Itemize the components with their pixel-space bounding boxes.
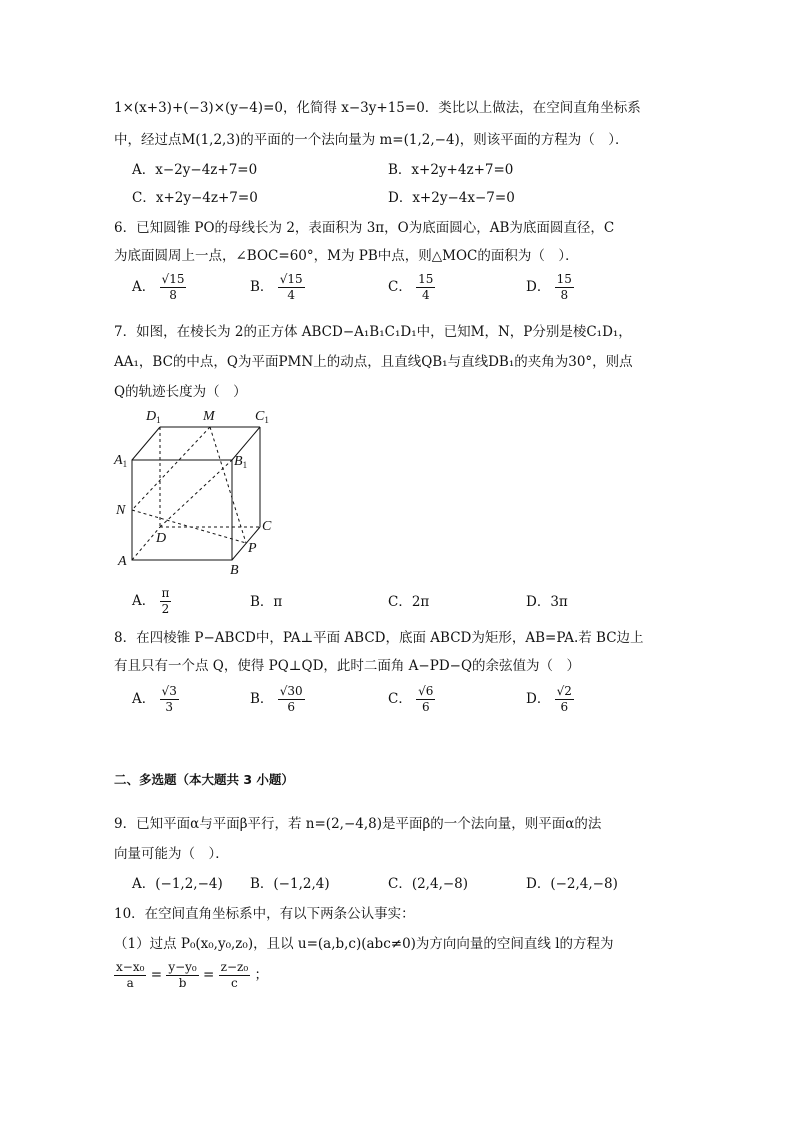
q8-option-a-fraction bbox=[160, 684, 179, 715]
q7-option-a bbox=[132, 586, 171, 617]
q8-option-a-den: 3 bbox=[165, 700, 173, 714]
q6-option-b-den: 4 bbox=[287, 288, 295, 302]
q8-option-a-label: A． bbox=[132, 691, 156, 707]
q7-option-c bbox=[388, 590, 429, 610]
q10-line-equation bbox=[114, 960, 268, 991]
section-heading-multiple-choice: 二、多选题（本大题共 3 小题） bbox=[114, 772, 294, 787]
q10-equals-1: = bbox=[150, 967, 163, 983]
q9-line1: 9．已知平面α与平面β平行，若 n=(2,−4,8)是平面β的一个法向量，则平面α的法 bbox=[114, 816, 602, 832]
q9-option-c: C．(2,4,−8) bbox=[388, 876, 469, 892]
q8-option-a bbox=[132, 684, 179, 715]
q8-option-c-label: C． bbox=[388, 691, 412, 707]
q8-option-b-num: √30 bbox=[279, 684, 303, 698]
q7-option-a-den: 2 bbox=[161, 602, 170, 616]
q6-option-c-fraction bbox=[416, 272, 435, 303]
q8-option-b-fraction bbox=[278, 684, 305, 715]
q5-line2: 中，经过点M(1,2,3)的平面的一个法向量为 m=(1,2,−4)，则该平面的方程为（ ）． bbox=[114, 132, 629, 148]
q10-fraction-z bbox=[219, 960, 251, 991]
q6-option-b-label: B． bbox=[250, 279, 274, 295]
q6-option-a-den: 8 bbox=[169, 288, 177, 302]
q7-option-d-label: D． bbox=[526, 594, 551, 610]
q7-line1: 7．如图，在棱长为 2的正方体 ABCD−A₁B₁C₁D₁中，已知M，N，P分别是棱C₁D₁， bbox=[114, 324, 632, 340]
q6-option-d-label: D． bbox=[526, 279, 551, 295]
q10-equals-2: = bbox=[203, 967, 215, 983]
label-b1: $B_1$ bbox=[234, 454, 248, 470]
q6-option-d bbox=[526, 272, 574, 303]
edge-a1d1 bbox=[132, 427, 160, 460]
q9-option-b: B．(−1,2,4) bbox=[250, 876, 330, 892]
label-d: D bbox=[156, 531, 167, 546]
q6-option-c-label: C． bbox=[388, 279, 412, 295]
line-mn bbox=[132, 427, 210, 510]
q6-option-b-num: √15 bbox=[279, 272, 303, 286]
q10-fraction-x-num: x−x₀ bbox=[116, 960, 145, 974]
q7-option-c-text: 2π bbox=[411, 594, 430, 610]
q8-option-d-label: D． bbox=[526, 691, 551, 707]
q10-fraction-y-num: y−y₀ bbox=[168, 960, 197, 974]
q10-fraction-y-den: b bbox=[178, 976, 187, 990]
q10-fraction-y bbox=[166, 960, 198, 991]
cube-figure bbox=[110, 402, 280, 577]
q8-option-a-num: √3 bbox=[161, 684, 177, 698]
q8-line1: 8．在四棱锥 P−ABCD中，PA⊥平面 ABCD，底面 ABCD为矩形，AB=PA.若 BC边上 bbox=[114, 630, 644, 646]
q8-option-b bbox=[250, 684, 305, 715]
q8-line2: 有且只有一个点 Q，使得 PQ⊥QD，此时二面角 A−PD−Q的余弦值为（ ） bbox=[114, 658, 581, 674]
q8-option-b-label: B． bbox=[250, 691, 274, 707]
label-c1: $C_1$ bbox=[255, 409, 269, 425]
q10-fraction-x-den: a bbox=[126, 976, 134, 990]
label-c: C bbox=[262, 519, 272, 534]
q8-option-c-num: √6 bbox=[418, 684, 434, 698]
q8-option-d-den: 6 bbox=[560, 700, 569, 714]
label-a1: $A_1$ bbox=[114, 453, 128, 469]
label-n: N bbox=[116, 503, 126, 518]
q10-fraction-z-num: z−z₀ bbox=[220, 960, 249, 974]
q7-option-b-text: π bbox=[273, 594, 283, 610]
label-p: P bbox=[248, 541, 257, 556]
q5-option-a: A．x−2y−4z+7=0 bbox=[132, 162, 258, 178]
q5-option-d: D．x+2y−4x−7=0 bbox=[388, 190, 515, 206]
q10-line2: （1）过点 P₀(x₀,y₀,z₀)，且以 u=(a,b,c)(abc≠0)为方向向量的空间直线 l的方程为 bbox=[114, 936, 614, 952]
q8-option-d-fraction bbox=[555, 684, 574, 715]
q10-fraction-z-den: c bbox=[231, 976, 238, 990]
q7-option-c-label: C． bbox=[388, 594, 412, 610]
q7-option-b bbox=[250, 590, 282, 610]
line-mp bbox=[210, 427, 246, 543]
cube-front-face bbox=[132, 460, 232, 560]
label-a: A bbox=[118, 554, 127, 569]
q8-option-b-den: 6 bbox=[287, 700, 295, 714]
q7-line2: AA₁，BC的中点，Q为平面PMN上的动点，且直线QB₁与直线DB₁的夹角为30°，则点 bbox=[114, 354, 633, 370]
line-db1 bbox=[160, 460, 232, 527]
q6-option-a-fraction bbox=[160, 272, 187, 303]
q7-option-d bbox=[526, 590, 568, 610]
q6-line2: 为底面圆周上一点，∠BOC=60°，M为 PB中点，则△MOC的面积为（ ）． bbox=[114, 248, 579, 264]
q10-fraction-x bbox=[114, 960, 146, 991]
q8-option-c-den: 6 bbox=[421, 700, 430, 714]
q5-option-c: C．x+2y−4z+7=0 bbox=[132, 190, 258, 206]
q6-option-a-label: A． bbox=[132, 279, 156, 295]
q6-option-d-den: 8 bbox=[560, 288, 569, 302]
q9-option-d: D．(−2,4,−8) bbox=[526, 876, 618, 892]
label-d1: $D_1$ bbox=[146, 409, 161, 425]
q6-option-b-fraction bbox=[278, 272, 305, 303]
q7-option-a-num: π bbox=[161, 586, 170, 600]
q6-option-a-num: √15 bbox=[161, 272, 185, 286]
q6-option-c-num: 15 bbox=[418, 272, 434, 286]
q6-option-d-fraction bbox=[555, 272, 574, 303]
q7-option-a-fraction bbox=[160, 586, 172, 617]
q7-option-a-label: A． bbox=[132, 593, 156, 609]
q10-semicolon: ； bbox=[254, 967, 268, 983]
q6-option-b bbox=[250, 272, 305, 303]
q6-option-c-den: 4 bbox=[421, 288, 430, 302]
label-b: B bbox=[230, 563, 239, 577]
q9-line2: 向量可能为（ ）． bbox=[114, 846, 229, 862]
label-m: M bbox=[203, 409, 215, 424]
q10-line1: 10．在空间直角坐标系中，有以下两条公认事实： bbox=[114, 906, 415, 922]
q5-option-b: B．x+2y+4z+7=0 bbox=[388, 162, 514, 178]
q6-option-a bbox=[132, 272, 186, 303]
q6-option-c bbox=[388, 272, 435, 303]
q7-option-b-label: B． bbox=[250, 594, 274, 610]
q8-option-c-fraction bbox=[416, 684, 435, 715]
q7-line3: Q的轨迹长度为（ ） bbox=[114, 384, 247, 400]
q6-option-d-num: 15 bbox=[556, 272, 572, 286]
q8-option-d-num: √2 bbox=[556, 684, 572, 698]
q6-line1: 6．已知圆锥 PO的母线长为 2，表面积为 3π，O为底面圆心，AB为底面圆直径，C bbox=[114, 220, 615, 236]
q7-option-d-text: 3π bbox=[550, 594, 568, 610]
q8-option-c bbox=[388, 684, 435, 715]
q5-line1: 1×(x+3)+(−3)×(y−4)=0，化简得 x−3y+15=0．类比以上做法，在空间直角坐标系 bbox=[114, 100, 641, 116]
q8-option-d bbox=[526, 684, 574, 715]
q9-option-a: A．(−1,2,−4) bbox=[132, 876, 223, 892]
